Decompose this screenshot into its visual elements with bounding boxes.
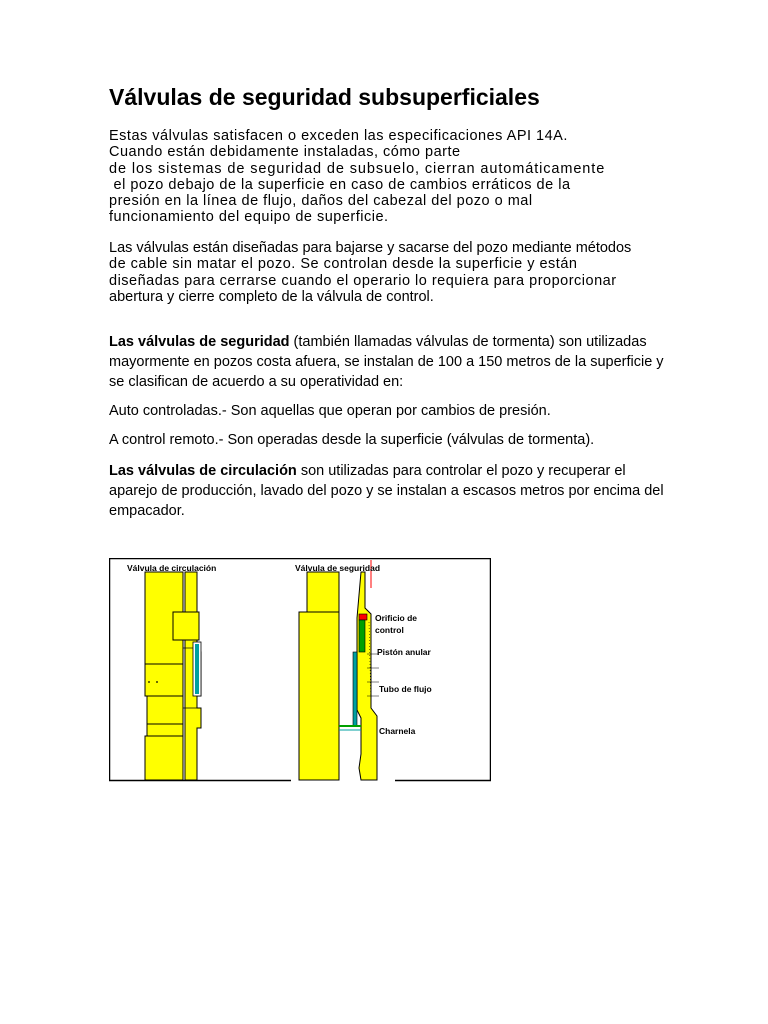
remote-control-paragraph: A control remoto.- Son operadas desde la superficie (válvulas de tormenta). [109, 432, 595, 448]
text-line: diseñadas para cerrarse cuando el operario lo requiera para proporcionar [109, 272, 617, 289]
text-line: el pozo debajo de la superficie en caso de cambios erráticos de la [109, 176, 571, 193]
paragraph-text: (también llamadas válvulas de tormenta) son utilizadas mayormente en pozos costa afuera, se instalan de 100 a 150 metros de la superficie y se clasifican de acuerdo a su operatividad en: [109, 334, 664, 390]
text-line: funcionamiento del equipo de superficie. [109, 209, 389, 226]
valve-diagram [109, 558, 491, 782]
safety-valves-paragraph [109, 332, 669, 392]
text-line: abertura y cierre completo de la válvula de control. [109, 288, 434, 305]
circulation-valve-label: Válvula de circulación [127, 563, 217, 573]
bold-term: Las válvulas de seguridad [109, 334, 290, 350]
bold-term: Las válvulas de circulación [109, 463, 297, 479]
safety-valve-label: Válvula de seguridad [295, 563, 381, 573]
design-paragraph [109, 240, 631, 305]
text-line: Cuando están debidamente instaladas, cómo parte [109, 144, 461, 161]
text-line: Estas válvulas satisfacen o exceden las especificaciones API 14A. [109, 128, 568, 144]
auto-controlled-paragraph: Auto controladas.- Son aquellas que operan por cambios de presión. [109, 403, 551, 419]
callout-tubo-de-flujo: Tubo de flujo [379, 684, 432, 694]
callout-orificio: Orificio de [375, 613, 418, 623]
valve-diagram-svg [109, 558, 491, 782]
page-title: Válvulas de seguridad subsuperficiales [109, 84, 540, 110]
circulation-valves-paragraph [109, 461, 669, 521]
callout-piston-anular: Pistón anular [377, 647, 431, 657]
text-line: Las válvulas están diseñadas para bajarse y sacarse del pozo mediante métodos [109, 240, 632, 256]
text-line: de cable sin matar el pozo. Se controlan desde la superficie y están [109, 256, 578, 273]
paragraph-text: son utilizadas para controlar el pozo y recuperar el aparejo de producción, lavado del pozo y se instalan a escasos metros por encima del empacador. [109, 463, 664, 519]
callout-control: control [375, 625, 404, 635]
text-line: presión en la línea de flujo, daños del cabezal del pozo o mal [109, 193, 533, 210]
circulation-valve-drawing [145, 572, 201, 780]
callout-charnela: Charnela [379, 726, 416, 736]
text-line: de los sistemas de seguridad de subsuelo, cierran automáticamente [109, 160, 606, 177]
intro-paragraph [109, 128, 605, 226]
